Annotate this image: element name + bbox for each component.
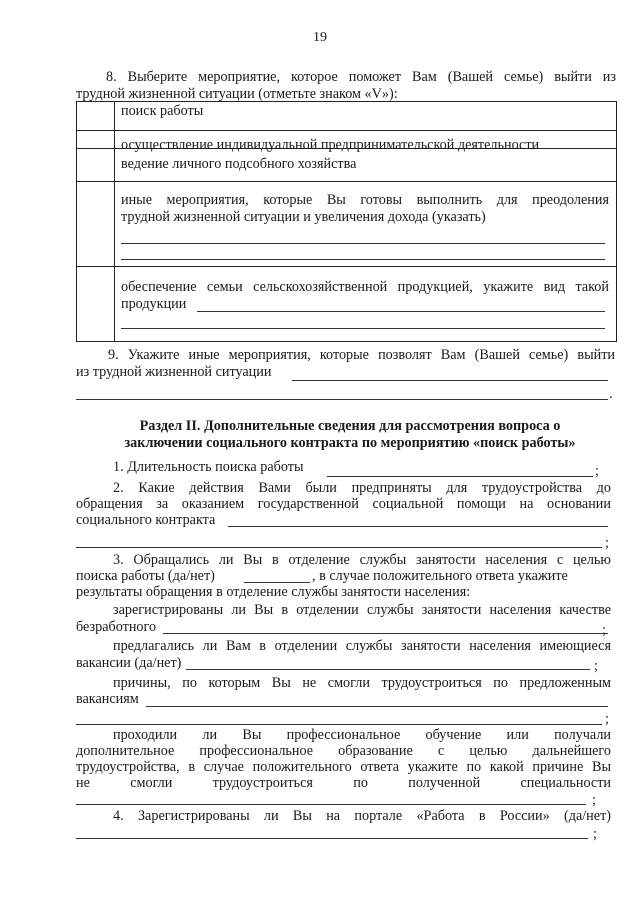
s2q3-edu-end: ; [592,792,596,808]
option-entrepreneurship: осуществление индивидуальной предпринимательской деятельности [121,137,540,153]
s2q1-text: 1. Длительность поиска работы [113,459,304,475]
s2q3-reg-line1: зарегистрированы ли Вы в отделении службы занятости населения качестве [113,602,611,618]
s2q3-reg-end: ; [602,622,606,638]
s2q3-line3: результаты обращения в отделение службы занятости населения: [76,584,471,600]
s2q2-line2: обращения за оказанием государственной социальной помощи на основании [76,496,611,512]
q9-line2: из трудной жизненной ситуации [76,364,272,380]
s2q3-vac-end: ; [594,658,598,674]
q9-line1: 9. Укажите иные мероприятия, которые позволят Вам (Вашей семье) выйти [108,347,615,363]
s2q3-vac-line2: вакансии (да/нет) [76,655,182,671]
s2q3-edu-line3: трудоустройства, в случае положительного ответа укажите по какой причине Вы [76,759,611,775]
s2q1-answer-line[interactable] [327,476,593,477]
s2q3-line1: 3. Обращались ли Вы в отделение службы занятости населения с целью [113,552,611,568]
section2-title-line1: Раздел II. Дополнительные сведения для рассмотрения вопроса о [139,418,561,434]
s2q3-why-line1: причины, по которым Вы не смогли трудоустроиться по предложенным [113,675,611,691]
s2q2-line1: 2. Какие действия Вами были предприняты для трудоустройства до [113,480,611,496]
s2q3-edu-line2: дополнительное профессиональное образование с целью дальнейшего [76,743,611,759]
s2q3-reg-line2: безработного [76,619,157,635]
s2q3-why-end: ; [605,711,609,727]
s2q4-end: ; [593,826,597,842]
q9-end: . [609,386,613,402]
option-agri-line2: продукции [121,296,187,312]
section2-title-line2: заключении социального контракта по мероприятию «поиск работы» [124,435,576,451]
s2q3-why-line2: вакансиям [76,691,139,707]
s2q2-end: ; [605,535,609,551]
s2q3-edu-line1: проходили ли Вы профессиональное обучение или получали [113,727,611,743]
q8-line2: трудной жизненной ситуации (отметьте знаком «V»): [76,86,398,102]
option-other-line1: иные мероприятия, которые Вы готовы выполнить для преодоления [121,192,609,208]
s2q3-line2b: , в случае положительного ответа укажите [312,568,568,584]
option-other-line2: трудной жизненной ситуации и увеличения дохода (указать) [121,209,486,225]
page-number: 19 [313,30,327,45]
option-job-search: поиск работы [121,103,204,119]
s2q2-line3: социального контракта [76,512,216,528]
option-agri-line1: обеспечение семьи сельскохозяйственной продукцией, укажите вид такой [121,279,609,295]
s2q3-line2a: поиска работы (да/нет) [76,568,215,584]
s2q4-line1: 4. Зарегистрированы ли Вы на портале «Работа в России» (да/нет) [113,808,611,824]
s2q1-end: ; [595,463,599,479]
q8-line1: 8. Выберите мероприятие, которое поможет Вам (Вашей семье) выйти из [106,69,616,85]
s2q3-edu-line4: не смогли трудоустроиться по полученной специальности [76,775,611,791]
s2q3-vac-line1: предлагались ли Вам в отделении службы занятости населения имеющиеся [113,638,611,654]
option-household: ведение личного подсобного хозяйства [121,156,357,172]
